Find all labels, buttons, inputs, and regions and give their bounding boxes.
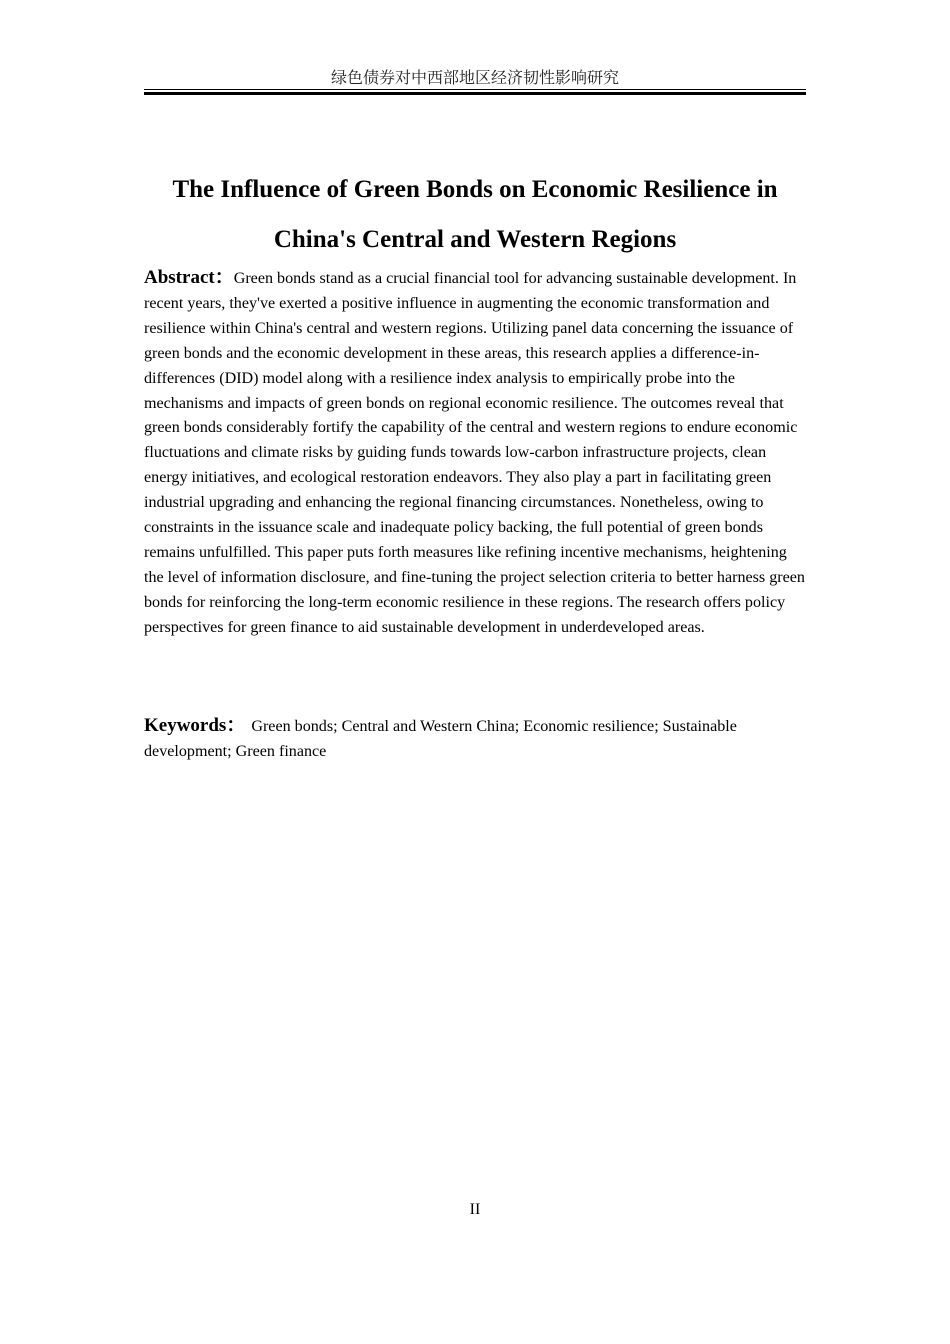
keywords-label: Keywords：	[144, 715, 246, 736]
keywords-text: Green bonds; Central and Western China; Economic resilience; Sustainable development; Green finance	[144, 718, 737, 760]
paper-title	[144, 165, 806, 265]
abstract-text: Green bonds stand as a crucial financial tool for advancing sustainable development. In recent years, they've exerted a positive influence in augmenting the economic transformation and resilience within China's central and western regions. Utilizing panel data concerning the issuance of green bonds and the economic development in these areas, this research applies a difference-in-differences (DID) model along with a resilience index analysis to empirically probe into the mechanisms and impacts of green bonds on regional economic resilience. The outcomes reveal that green bonds considerably fortify the capability of the central and western regions to endure economic fluctuations and climate risks by guiding funds towards low-carbon infrastructure projects, clean energy initiatives, and ecological restoration endeavors. They also play a part in facilitating green industrial upgrading and enhancing the regional financing circumstances. Nonetheless, owing to constraints in the issuance scale and inadequate policy backing, the full potential of green bonds remains unfulfilled. This paper puts forth measures like refining incentive mechanisms, heightening the level of information disclosure, and fine-tuning the project selection criteria to better harness green bonds for reinforcing the long-term economic resilience in these regions. The research offers policy perspectives for green finance to aid sustainable development in underdeveloped areas.	[144, 270, 805, 636]
title-line-1: The Influence of Green Bonds on Economic Resilience in	[172, 176, 778, 203]
header-rule-thick	[144, 92, 806, 95]
page-number: II	[469, 1201, 481, 1218]
abstract-label: Abstract：	[144, 267, 234, 288]
title-line-2: China's Central and Western Regions	[273, 226, 677, 253]
abstract-paragraph	[144, 266, 806, 641]
running-header: 绿色债券对中西部地区经济韧性影响研究	[330, 68, 619, 87]
header-rule-thin	[144, 89, 806, 90]
keywords-paragraph	[144, 714, 806, 765]
